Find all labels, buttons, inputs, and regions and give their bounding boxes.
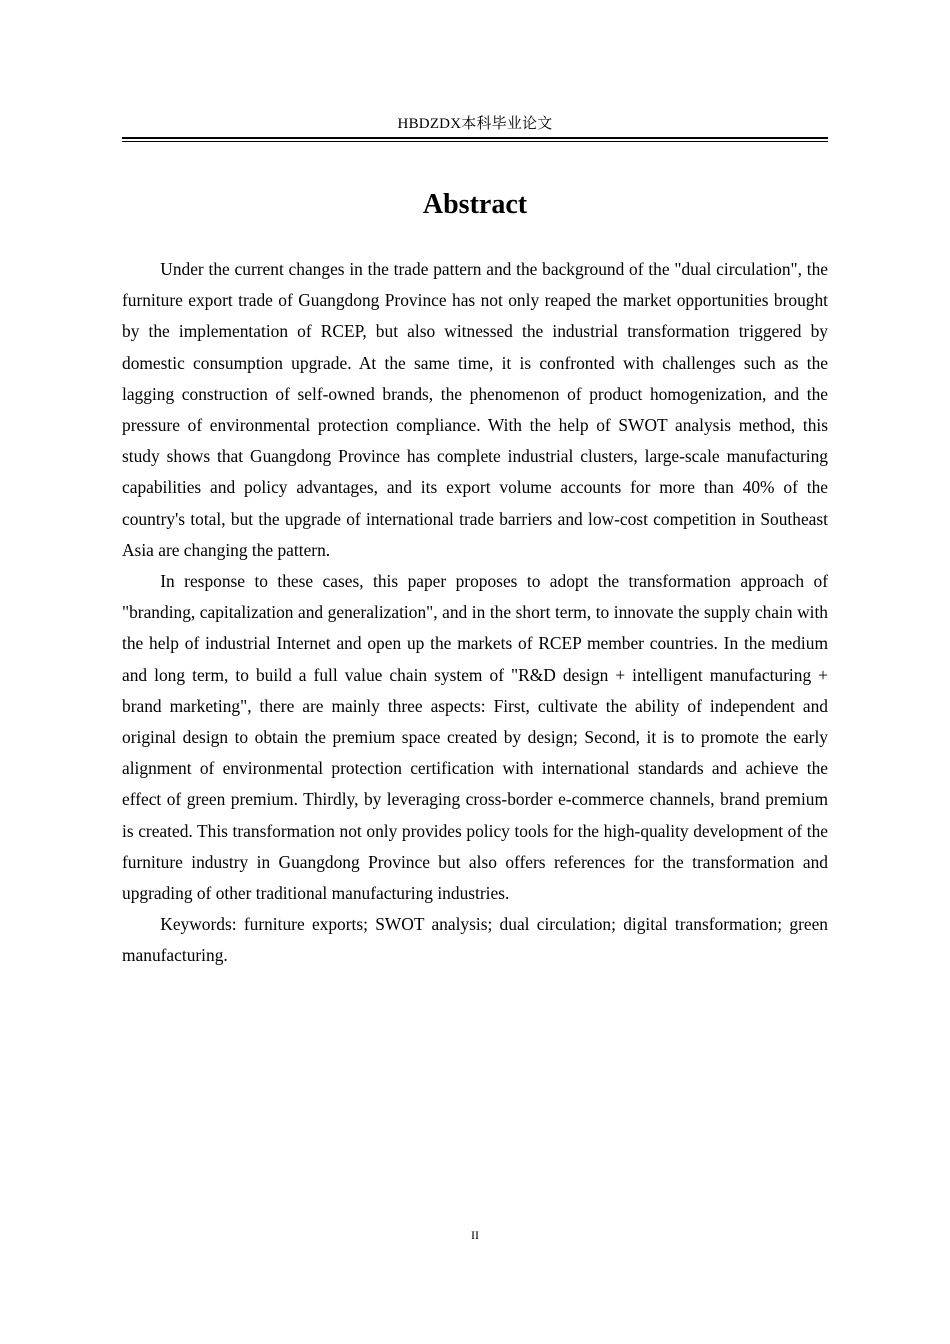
running-header: HBDZDX本科毕业论文: [397, 116, 553, 132]
page-number: II: [471, 1228, 479, 1242]
keywords-paragraph: Keywords: furniture exports; SWOT analysis; dual circulation; digital transformation; green manufacturing.: [122, 914, 828, 966]
abstract-title: Abstract: [422, 189, 528, 220]
abstract-paragraph-1: Under the current changes in the trade pattern and the background of the "dual circulation", the furniture export trade of Guangdong Province has not only reaped the market opportunities brought by the implementation of RCEP, but also witnessed the industrial transformation triggered by domestic consumption upgrade. At the same time, it is confronted with challenges such as the lagging construction of self-owned brands, the phenomenon of product homogenization, and the pressure of environmental protection compliance. With the help of SWOT analysis method, this study shows that Guangdong Province has complete industrial clusters, large-scale manufacturing capabilities and policy advantages, and its export volume accounts for more than 40% of the country's total, but the upgrade of international trade barriers and low-cost competition in Southeast Asia are changing the pattern.: [122, 259, 828, 560]
abstract-paragraph-2: In response to these cases, this paper proposes to adopt the transformation approach of "branding, capitalization and generalization", and in the short term, to innovate the supply chain with the help of industrial Internet and open up the markets of RCEP member countries. In the medium and long term, to build a full value chain system of "R&D design + intelligent manufacturing + brand marketing", there are mainly three aspects: First, cultivate the ability of independent and original design to obtain the premium space created by design; Second, it is to promote the early alignment of environmental protection certification with international standards and achieve the effect of green premium. Thirdly, by leveraging cross-border e-commerce channels, brand premium is created. This transformation not only provides policy tools for the high-quality development of the furniture industry in Guangdong Province but also offers references for the transformation and upgrading of other traditional manufacturing industries.: [122, 571, 828, 904]
header-double-rule: [122, 137, 828, 142]
abstract-body: [122, 254, 828, 972]
